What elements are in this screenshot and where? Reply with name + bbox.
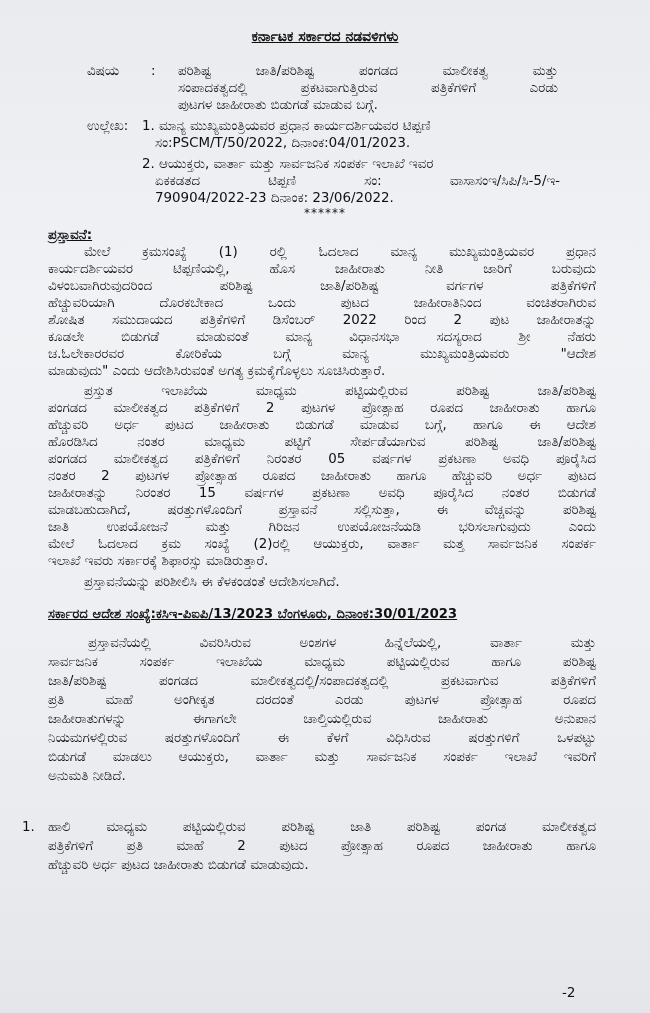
preamble-line: ಇಲಾಖೆ ಇವರು ಸರ್ಕಾರಕ್ಕೆ ಶಿಫಾರಸ್ಸು ಮಾಡಿರುತ್ತಾರೆ. bbox=[48, 554, 269, 569]
reference-line: 2. ಆಯುಕ್ತರು, ವಾರ್ತಾ ಮತ್ತು ಸಾರ್ವಜನಿಕ ಸಂಪರ್ಕ ಇಲಾಖೆ ಇವರ bbox=[142, 157, 434, 172]
subject-line: ಸಂಪಾದಕತ್ವದಲ್ಲಿ ಪ್ರಕಟವಾಗುತ್ತಿರುವ ಪತ್ರಿಕೆಗಳಿಗೆ ಎರಡು bbox=[178, 81, 558, 96]
condition-line: ಹಾಲಿ ಮಾಧ್ಯಮ ಪಟ್ಟಿಯಲ್ಲಿರುವ ಪರಿಶಿಷ್ಟ ಜಾತಿ ಪರಿಶಿಷ್ಟ ಪಂಗಡ ಮಾಲೀಕತ್ವದ bbox=[48, 820, 596, 835]
condition-line: ಪತ್ರಿಕೆಗಳಿಗೆ ಪ್ರತಿ ಮಾಹೆ 2 ಪುಟದ ಪ್ರೋತ್ಸಾಹ ರೂಪದ ಜಾಹೀರಾತು ಹಾಗೂ bbox=[48, 839, 596, 854]
order-line: ಪ್ರಸ್ತಾವನೆಯಲ್ಲಿ ವಿವರಿಸಿರುವ ಅಂಶಗಳ ಹಿನ್ನೆಲೆಯಲ್ಲಿ, ವಾರ್ತಾ ಮತ್ತು bbox=[88, 636, 596, 651]
preamble-line: ಹೆಚ್ಚುವರಿಯಾಗಿ ದೊರಕಬೇಕಾದ ಒಂದು ಪುಟದ ಜಾಹೀರಾತಿನಿಂದ ವಂಚಿತರಾಗಿರುವ bbox=[48, 296, 596, 311]
order-line: ಬಿಡುಗಡೆ ಮಾಡಲು ಆಯುಕ್ತರು, ವಾರ್ತಾ ಮತ್ತು ಸಾರ್ವಜನಿಕ ಸಂಪರ್ಕ ಇಲಾಖೆ ಇವರಿಗೆ bbox=[48, 750, 596, 765]
preamble-line: ವಿಳಂಬವಾಗಿರುವುದರಿಂದ ಪರಿಶಿಷ್ಟ ಜಾತಿ/ಪರಿಶಿಷ್ಟ ವರ್ಗಗಳ ಪತ್ರಿಕೆಗಳಿಗೆ bbox=[48, 279, 596, 294]
condition-line: ಹೆಚ್ಚುವರಿ ಅರ್ಧ ಪುಟದ ಜಾಹೀರಾತು ಬಿಡುಗಡೆ ಮಾಡುವುದು. bbox=[48, 858, 309, 873]
separator-stars: ****** bbox=[304, 206, 346, 220]
subject-label: ವಿಷಯ bbox=[87, 64, 120, 79]
preamble-line: ಹೆಚ್ಚುವರಿ ಅರ್ಧ ಪುಟದ ಜಾಹೀರಾತು ಬಿಡುಗಡೆ ಮಾಡುವ ಬಗ್ಗೆ, ಹಾಗೂ ಈ ಆದೇಶ bbox=[48, 418, 596, 433]
preamble-line: ಹೊರಡಿಸಿದ ನಂತರ ಮಾಧ್ಯಮ ಪಟ್ಟಿಗೆ ಸೇರ್ಪಡೆಯಾಗುವ ಪರಿಶಿಷ್ಟ ಜಾತಿ/ಪರಿಶಿಷ್ಟ bbox=[48, 435, 596, 450]
preamble-line: ಚ.ಓಲೇಕಾರರವರ ಕೋರಿಕೆಯ ಬಗ್ಗೆ ಮಾನ್ಯ ಮುಖ್ಯಮಂತ್ರಿಯವರು "ಆದೇಶ bbox=[48, 347, 596, 362]
preamble-line: ಮಾಡಬಹುದಾಗಿದೆ, ಷರತ್ತುಗಳೊಂದಿಗೆ ಪ್ರಸ್ತಾವನೆ ಸಲ್ಲಿಸುತ್ತಾ, ಈ ವೆಚ್ಚವನ್ನು ಪರಿಶಿಷ್ಟ bbox=[48, 503, 596, 518]
preamble-line: ಪಂಗಡದ ಮಾಲೀಕತ್ವದ ಪತ್ರಿಕೆಗಳಿಗೆ ನಿರಂತರ 05 ವರ್ಷಗಳ ಪ್ರಕಟಣಾ ಅವಧಿ ಪೂರೈಸಿದ bbox=[48, 452, 596, 467]
order-heading: ಸರ್ಕಾರದ ಆದೇಶ ಸಂಖ್ಯೆ:ಕಸಿಇ-ಪಿಐಪಿ/13/2023 ಬೆಂಗಳೂರು, ದಿನಾಂಕ:30/01/2023 bbox=[48, 607, 458, 622]
subject-colon: : bbox=[151, 64, 156, 79]
preamble-line: ಪ್ರಸ್ತುತ ಇಲಾಖೆಯ ಮಾಧ್ಯಮ ಪಟ್ಟಿಯಲ್ಲಿರುವ ಪರಿಶಿಷ್ಟ ಜಾತಿ/ಪರಿಶಿಷ್ಟ bbox=[84, 384, 596, 399]
order-line: ಅನುಮತಿ ನೀಡಿದೆ. bbox=[48, 769, 126, 784]
preamble-line: ಶೋಷಿತ ಸಮುದಾಯದ ಪತ್ರಿಕೆಗಳಿಗೆ ಡಿಸೆಂಬರ್ 2022 ರಿಂದ 2 ಪುಟ ಜಾಹೀರಾತನ್ನು bbox=[48, 313, 596, 328]
reference-line: 790904/2022-23 ದಿನಾಂಕ: 23/06/2022. bbox=[155, 191, 394, 206]
document-title: ಕರ್ನಾಟಕ ಸರ್ಕಾರದ ನಡವಳಿಗಳು bbox=[251, 29, 399, 45]
page-number: -2 bbox=[562, 986, 576, 1001]
preamble-line: ಮೇಲೆ ಓದಲಾದ ಕ್ರಮ ಸಂಖ್ಯೆ (2)ರಲ್ಲಿ ಆಯುಕ್ತರು, ವಾರ್ತಾ ಮತ್ತ ಸಾರ್ವಜನಿಕ ಸಂಪರ್ಕ bbox=[48, 537, 596, 552]
order-line: ಸಾರ್ವಜನಿಕ ಸಂಪರ್ಕ ಇಲಾಖೆಯ ಮಾಧ್ಯಮ ಪಟ್ಟಿಯಲ್ಲಿರುವ ಹಾಗೂ ಪರಿಶಿಷ್ಟ bbox=[48, 655, 596, 670]
reference-line: 1. ಮಾನ್ಯ ಮುಖ್ಯಮಂತ್ರಿಯವರ ಪ್ರಧಾನ ಕಾರ್ಯದರ್ಶಿಯವರ ಟಿಪ್ಪಣಿ bbox=[142, 119, 431, 134]
condition-number: 1. bbox=[22, 820, 35, 835]
preamble-line: ಪ್ರಸ್ತಾವನೆಯನ್ನು ಪರಿಶೀಲಿಸಿ ಈ ಕೆಳಕಂಡಂತೆ ಆದೇಶಿಸಲಾಗಿದೆ. bbox=[84, 575, 340, 590]
preamble-line: ಜಾಹೀರಾತನ್ನು ನಿರಂತರ 15 ವರ್ಷಗಳ ಪ್ರಕಟಣಾ ಅವಧಿ ಪೂರೈಸಿದ ನಂತರ ಬಿಡುಗಡೆ bbox=[48, 486, 596, 501]
order-line: ನಿಯಮಗಳಲ್ಲಿರುವ ಷರತ್ತುಗಳೊಂದಿಗೆ ಈ ಕೆಳಗೆ ವಿಧಿಸಿರುವ ಷರತ್ತುಗಳಿಗೆ ಒಳಪಟ್ಟು bbox=[48, 731, 596, 746]
order-line: ಜಾತಿ/ಪರಿಶಿಷ್ಟ ಪಂಗಡದ ಮಾಲೀಕತ್ವದಲ್ಲಿ/ಸಂಪಾದಕತ್ವದಲ್ಲಿ ಪ್ರಕಟವಾಗುವ ಪತ್ರಿಕೆಗಳಿಗೆ bbox=[48, 674, 596, 689]
preamble-line: ಮೇಲೆ ಕ್ರಮಸಂಖ್ಯೆ (1) ರಲ್ಲಿ ಓದಲಾದ ಮಾನ್ಯ ಮುಖ್ಯಮಂತ್ರಿಯವರ ಪ್ರಧಾನ bbox=[84, 245, 596, 260]
reference-label: ಉಲ್ಲೇಖ: bbox=[87, 119, 129, 134]
preamble-line: ಪಂಗಡದ ಮಾಲೀಕತ್ವದ ಪತ್ರಿಕೆಗಳಿಗೆ 2 ಪುಟಗಳ ಪ್ರೋತ್ಸಾಹ ರೂಪದ ಜಾಹೀರಾತು ಹಾಗೂ bbox=[48, 401, 596, 416]
subject-line: ಪರಿಶಿಷ್ಟ ಜಾತಿ/ಪರಿಶಿಷ್ಟ ಪಂಗಡದ ಮಾಲೀಕತ್ವ ಮತ್ತು bbox=[178, 64, 558, 79]
preamble-line: ಜಾತಿ ಉಪಯೋಜನೆ ಮತ್ತು ಗಿರಿಜನ ಉಪಯೋಜನೆಯಡಿ ಭರಿಸಲಾಗುವುದು ಎಂದು bbox=[48, 520, 596, 535]
subject-line: ಪುಟಗಳ ಜಾಹೀರಾತು ಬಿಡುಗಡೆ ಮಾಡುವ ಬಗ್ಗೆ. bbox=[178, 98, 378, 113]
preamble-line: ಮಾಡುವುದು" ಎಂದು ಆದೇಶಿಸಿರುವಂತೆ ಅಗತ್ಯ ಕ್ರಮಕೈಗೊಳ್ಳಲು ಸೂಚಿಸಿರುತ್ತಾರೆ. bbox=[48, 364, 386, 379]
preamble-line: ಕಾರ್ಯದರ್ಶಿಯವರ ಟಿಪ್ಪಣಿಯಲ್ಲಿ, ಹೊಸ ಜಾಹೀರಾತು ನೀತಿ ಜಾರಿಗೆ ಬರುವುದು bbox=[48, 262, 596, 277]
preamble-heading: ಪ್ರಸ್ತಾವನೆ: bbox=[48, 228, 93, 243]
preamble-line: ಕೂಡಲೇ ಬಿಡುಗಡೆ ಮಾಡುವಂತೆ ಮಾನ್ಯ ವಿಧಾನಸಭಾ ಸದಸ್ಯರಾದ ಶ್ರೀ ನೆಹರು bbox=[48, 330, 596, 345]
order-line: ಪ್ರತಿ ಮಾಹೆ ಅಂಗೀಕೃತ ದರದಂತೆ ಎರಡು ಪುಟಗಳ ಪ್ರೋತ್ಸಾಹ ರೂಪದ bbox=[48, 693, 596, 708]
reference-line: ಏಕಕಡತದ ಟಿಪ್ಪಣಿ ಸಂ: ವಾಸಾಸಂಇ/ಸಿಪಿ/ಸಿ-5/ಇ- bbox=[155, 174, 560, 189]
order-line: ಜಾಹೀರಾತುಗಳನ್ನು ಈಗಾಗಲೇ ಚಾಲ್ತಿಯಲ್ಲಿರುವ ಜಾಹೀರಾತು ಅನುಪಾನ bbox=[48, 712, 596, 727]
reference-line: ಸಂ:PSCM/T/50/2022, ದಿನಾಂಕ:04/01/2023. bbox=[155, 136, 411, 151]
preamble-line: ನಂತರ 2 ಪುಟಗಳ ಪ್ರೋತ್ಸಾಹ ರೂಪದ ಜಾಹೀರಾತು ಹಾಗೂ ಹೆಚ್ಚುವರಿ ಅರ್ಧ ಪುಟದ bbox=[48, 469, 596, 484]
